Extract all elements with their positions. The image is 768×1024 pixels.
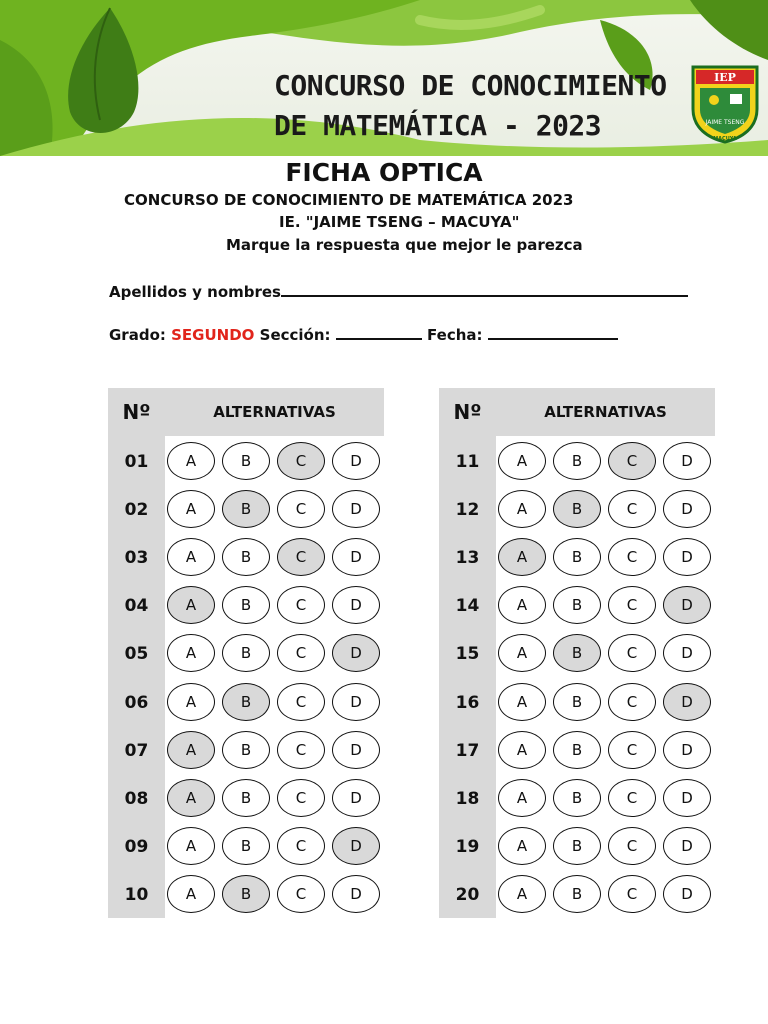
answer-bubble-a[interactable]: A <box>498 586 546 624</box>
answer-bubble-c[interactable]: C <box>608 827 656 865</box>
banner-title-line2: DE MATEMÁTICA - 2023 <box>274 109 602 142</box>
question-row <box>439 777 715 821</box>
answer-grid-left <box>108 388 384 918</box>
question-number: 08 <box>124 788 149 809</box>
answer-bubble-d[interactable]: D <box>663 586 711 624</box>
answer-bubble-c[interactable]: C <box>277 683 325 721</box>
question-row <box>108 632 384 676</box>
answer-bubble-b[interactable]: B <box>553 827 601 865</box>
grade-label: Grado: <box>109 326 166 344</box>
banner-title-line1: CONCURSO DE CONOCIMIENTO <box>274 69 667 102</box>
grid-header-alternatives: ALTERNATIVAS <box>213 403 336 421</box>
answer-bubble-b[interactable]: B <box>553 586 601 624</box>
answer-bubble-c[interactable]: C <box>277 538 325 576</box>
answer-bubble-c[interactable]: C <box>608 490 656 528</box>
date-input-line[interactable] <box>488 325 618 340</box>
grid-header-number: Nº <box>453 400 482 424</box>
section-label: Sección: <box>259 326 331 344</box>
answer-bubble-c[interactable]: C <box>277 586 325 624</box>
answer-bubble-b[interactable]: B <box>222 490 270 528</box>
answer-bubble-d[interactable]: D <box>663 827 711 865</box>
question-number: 05 <box>124 644 149 665</box>
grid-header-alternatives: ALTERNATIVAS <box>544 403 667 421</box>
answer-bubble-a[interactable]: A <box>498 827 546 865</box>
answer-bubble-a[interactable]: A <box>498 538 546 576</box>
answer-bubble-b[interactable]: B <box>222 779 270 817</box>
question-row <box>108 681 384 725</box>
question-row <box>439 632 715 676</box>
answer-bubble-c[interactable]: C <box>608 586 656 624</box>
answer-bubble-b[interactable]: B <box>553 490 601 528</box>
question-row <box>439 729 715 773</box>
question-number: 16 <box>455 692 480 713</box>
answer-bubble-d[interactable]: D <box>332 731 380 769</box>
instruction-text: Marque la respuesta que mejor le parezca <box>226 236 583 254</box>
answer-bubble-c[interactable]: C <box>277 779 325 817</box>
school-name: IE. "JAIME TSENG – MACUYA" <box>279 213 520 231</box>
answer-bubble-c[interactable]: C <box>277 875 325 913</box>
question-number: 14 <box>455 596 480 617</box>
question-row <box>108 488 384 532</box>
question-number: 06 <box>124 692 149 713</box>
answer-bubble-a[interactable]: A <box>167 683 215 721</box>
answer-grid-right <box>439 388 715 918</box>
grade-field-row <box>109 325 618 344</box>
answer-bubble-a[interactable]: A <box>498 683 546 721</box>
answer-bubble-b[interactable]: B <box>222 442 270 480</box>
answer-bubble-d[interactable]: D <box>332 779 380 817</box>
grid-header-number: Nº <box>122 400 151 424</box>
question-row <box>439 440 715 484</box>
answer-bubble-b[interactable]: B <box>222 827 270 865</box>
question-number: 19 <box>455 836 480 857</box>
answer-bubble-b[interactable]: B <box>222 634 270 672</box>
answer-bubble-a[interactable]: A <box>498 442 546 480</box>
question-row <box>439 536 715 580</box>
answer-bubble-d[interactable]: D <box>663 683 711 721</box>
question-row <box>439 873 715 917</box>
answer-bubble-a[interactable]: A <box>167 731 215 769</box>
answer-bubble-d[interactable]: D <box>663 731 711 769</box>
answer-bubble-d[interactable]: D <box>663 442 711 480</box>
section-input-line[interactable] <box>336 325 422 340</box>
question-row <box>439 681 715 725</box>
answer-bubble-d[interactable]: D <box>663 779 711 817</box>
answer-bubble-a[interactable]: A <box>167 442 215 480</box>
question-row <box>108 873 384 917</box>
question-number: 13 <box>455 548 480 569</box>
answer-bubble-a[interactable]: A <box>498 779 546 817</box>
answer-bubble-a[interactable]: A <box>167 875 215 913</box>
question-number: 18 <box>455 788 480 809</box>
answer-bubble-b[interactable]: B <box>553 683 601 721</box>
answer-bubble-d[interactable]: D <box>332 490 380 528</box>
answer-bubble-c[interactable]: C <box>277 442 325 480</box>
logo-bottom-text: MACUYA <box>713 136 737 142</box>
answer-bubble-a[interactable]: A <box>498 875 546 913</box>
question-row <box>108 440 384 484</box>
question-number: 02 <box>124 500 149 521</box>
answer-bubble-a[interactable]: A <box>498 490 546 528</box>
answer-bubble-c[interactable]: C <box>608 875 656 913</box>
answer-bubble-d[interactable]: D <box>332 538 380 576</box>
date-label: Fecha: <box>427 326 483 344</box>
answer-bubble-d[interactable]: D <box>332 683 380 721</box>
answer-bubble-d[interactable]: D <box>663 875 711 913</box>
answer-bubble-d[interactable]: D <box>663 634 711 672</box>
answer-bubble-b[interactable]: B <box>222 875 270 913</box>
answer-bubble-a[interactable]: A <box>167 538 215 576</box>
answer-bubble-d[interactable]: D <box>332 634 380 672</box>
name-input-line[interactable] <box>281 282 688 297</box>
answer-bubble-c[interactable]: C <box>277 731 325 769</box>
answer-bubble-c[interactable]: C <box>277 490 325 528</box>
question-row <box>439 825 715 869</box>
question-number: 12 <box>455 500 480 521</box>
question-row <box>108 825 384 869</box>
answer-bubble-b[interactable]: B <box>553 442 601 480</box>
grade-value: SEGUNDO <box>171 326 255 344</box>
question-row <box>108 729 384 773</box>
question-number: 07 <box>124 740 149 761</box>
question-row <box>439 488 715 532</box>
header-banner <box>0 0 768 156</box>
answer-bubble-c[interactable]: C <box>608 779 656 817</box>
answer-bubble-c[interactable]: C <box>608 634 656 672</box>
question-number: 01 <box>124 452 149 472</box>
answer-bubble-b[interactable]: B <box>222 683 270 721</box>
logo-arc-text: JAIME TSENG <box>705 119 745 126</box>
answer-bubble-b[interactable]: B <box>553 634 601 672</box>
answer-bubble-c[interactable]: C <box>608 538 656 576</box>
answer-bubble-b[interactable]: B <box>553 875 601 913</box>
answer-bubble-a[interactable]: A <box>498 634 546 672</box>
answer-bubble-c[interactable]: C <box>608 442 656 480</box>
answer-bubble-b[interactable]: B <box>222 586 270 624</box>
answer-bubble-b[interactable]: B <box>222 731 270 769</box>
answer-bubble-c[interactable]: C <box>277 827 325 865</box>
answer-bubble-c[interactable]: C <box>277 634 325 672</box>
answer-bubble-a[interactable]: A <box>167 827 215 865</box>
answer-bubble-b[interactable]: B <box>553 538 601 576</box>
question-number: 17 <box>455 740 480 761</box>
question-row <box>439 584 715 628</box>
question-row <box>108 777 384 821</box>
answer-bubble-d[interactable]: D <box>332 875 380 913</box>
answer-bubble-d[interactable]: D <box>332 586 380 624</box>
question-number: 04 <box>124 596 149 617</box>
question-number: 09 <box>124 836 149 857</box>
answer-bubble-a[interactable]: A <box>498 731 546 769</box>
answer-bubble-a[interactable]: A <box>167 634 215 672</box>
answer-bubble-c[interactable]: C <box>608 683 656 721</box>
answer-bubble-b[interactable]: B <box>553 779 601 817</box>
banner-title <box>274 66 667 146</box>
question-number: 10 <box>124 884 149 905</box>
answer-bubble-a[interactable]: A <box>167 779 215 817</box>
answer-bubble-d[interactable]: D <box>332 827 380 865</box>
answer-bubble-d[interactable]: D <box>663 490 711 528</box>
question-number: 03 <box>124 548 149 569</box>
question-row <box>108 584 384 628</box>
name-field-row <box>109 282 688 301</box>
name-label: Apellidos y nombres <box>109 283 281 301</box>
answer-bubble-d[interactable]: D <box>663 538 711 576</box>
logo-iep-text: IEP <box>714 71 736 84</box>
question-number: 20 <box>455 884 480 905</box>
contest-subtitle: CONCURSO DE CONOCIMIENTO DE MATEMÁTICA 2023 <box>124 191 574 209</box>
question-number: 11 <box>455 452 480 472</box>
answer-bubble-a[interactable]: A <box>167 586 215 624</box>
answer-bubble-b[interactable]: B <box>222 538 270 576</box>
question-number: 15 <box>455 644 480 665</box>
answer-bubble-d[interactable]: D <box>332 442 380 480</box>
answer-bubble-b[interactable]: B <box>553 731 601 769</box>
question-row <box>108 536 384 580</box>
answer-bubble-a[interactable]: A <box>167 490 215 528</box>
answer-bubble-c[interactable]: C <box>608 731 656 769</box>
page-title: FICHA OPTICA <box>285 158 483 187</box>
school-crest-logo <box>690 64 760 144</box>
